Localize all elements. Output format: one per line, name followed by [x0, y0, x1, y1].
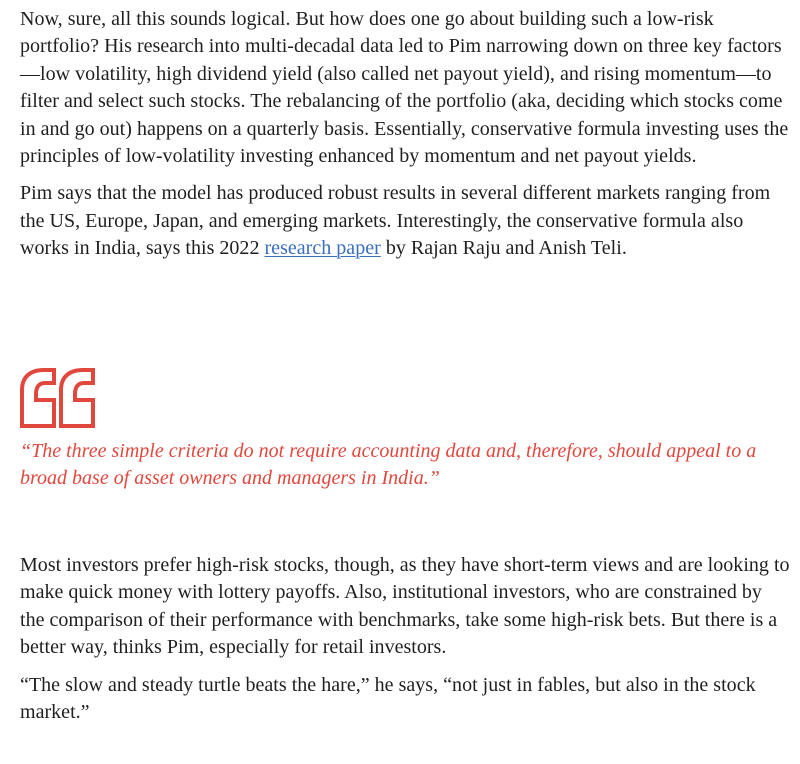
paragraph-portfolio-factors: Now, sure, all this sounds logical. But how does one go about building such a low-risk portfolio? His research into multi-decadal data led to Pim narrowing down on three key factors—low volatility, high dividend yield (also called net payout yield), and rising momentum—to filter and select such stocks. The rebalancing of the portfolio (aka, deciding which stocks come in and go out) happens on a quarterly basis. Essentially, conservative formula investing uses the principles of low-volatility investing enhanced by momentum and net payout yields. — [20, 8, 789, 168]
research-paper-link[interactable]: research paper — [264, 237, 381, 260]
paragraph-text-after-link: by Rajan Raju and Anish Teli. — [380, 237, 627, 260]
paragraph-model-results — [20, 180, 790, 262]
article-body-top — [20, 6, 790, 263]
paragraph-turtle-quote: “The slow and steady turtle beats the hare,” he says, “not just in fables, but also in the stock market.” — [20, 673, 756, 724]
paragraph-investor-preferences: Most investors prefer high-risk stocks, though, as they have short-term views and are looking to make quick money with lottery payoffs. Also, institutional investors, who are constrained by the comparison of their performance with benchmarks, take some high-risk bets. But there is a better way, thinks Pim, especially for retail investors. — [20, 554, 790, 659]
quote-mark-icon — [20, 368, 96, 428]
pull-quote-text: “The three simple criteria do not require accounting data and, therefore, should appeal to a broad base of asset owners and managers in India.” — [20, 440, 757, 490]
paragraph-text-before-link: Pim says that the model has produced robust results in several different markets ranging from the US, Europe, Japan, and emerging markets. Interestingly, the conservative formula also works in India, says this 2022 — [20, 182, 771, 260]
pull-quote — [20, 368, 790, 493]
article-body-bottom — [20, 552, 790, 726]
